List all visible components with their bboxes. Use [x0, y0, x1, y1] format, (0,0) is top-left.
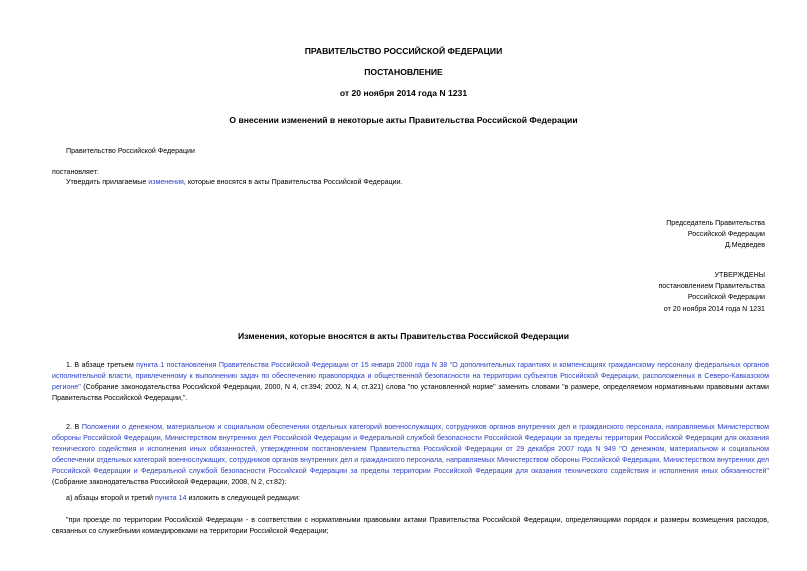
signature-name: Д.Медведев: [724, 241, 765, 250]
item-1-link[interactable]: пункта 1 постановления Правительства Российской Федерации от 15 января 2000 года N 38 "О дополнительных гарантиях и компенсациях гражданскому персоналу федеральных органов исполнительной власти, привлеченному к выполнению задач по обеспечению правопорядка и общественной безопасности на территории субъектов Российской Федерации, расположенных в Северо-Кавказском регионе": [52, 361, 769, 391]
government-heading: ПРАВИТЕЛЬСТВО РОССИЙСКОЙ ФЕДЕРАЦИИ: [304, 46, 503, 56]
signature-position: Председатель Правительства: [666, 219, 765, 227]
approved-block: [658, 270, 765, 315]
document-date-number: от 20 ноября 2014 года N 1231: [339, 88, 468, 98]
changes-title: Изменения, которые вносятся в акты Правительства Российской Федерации: [237, 331, 569, 341]
item-2-link[interactable]: Положении о денежном, материальном и социальном обеспечении отдельных категорий военнослужащих, сотрудников органов внутренних дел и гражданского персонала, направляемых Министерством обороны Российской Федерации, Министерством внутренних дел Российской Федерации и Федеральной службой безопасности Российской Федерации за пределы территории Российской Федерации для оказания технического содействия и исполнения иных обязанностей, утвержденном постановлением Правительства Российской Федерации от 29 декабря 2007 года N 949 "О денежном, материальном и социальном обеспечении отдельных категорий военнослужащих, сотрудников органов внутренних дел и гражданского персонала, направляемых Министерством обороны Российской Федерации, Министерством внутренних дел Российской Федерации и Федеральной службой безопасности Российской Федерации за пределы территории Российской Федерации для оказания технического содействия и исполнения иных обязанностей": [52, 423, 769, 475]
item-2-paragraph: [52, 422, 769, 487]
item-2a-suffix: изложить в следующей редакции:: [186, 494, 301, 502]
approve-suffix: , которые вносятся в акты Правительства Российской Федерации.: [183, 178, 403, 186]
item-14-link[interactable]: пункта 14: [155, 494, 187, 502]
item-1-paragraph: [52, 360, 769, 404]
changes-link[interactable]: изменения: [148, 178, 184, 186]
signature-country: Российской Федерации: [687, 230, 765, 239]
decides-line: постановляет:: [52, 168, 99, 176]
approve-line: [66, 177, 403, 188]
document-subject: О внесении изменений в некоторые акты Правительства Российской Федерации: [229, 115, 578, 125]
approved-label: УТВЕРЖДЕНЫ: [714, 271, 765, 279]
item-2a-paragraph: [52, 493, 769, 504]
approved-by: постановлением Правительства: [658, 282, 765, 291]
approve-prefix: Утвердить прилагаемые: [66, 178, 149, 186]
document-type: ПОСТАНОВЛЕНИЕ: [364, 67, 443, 77]
approved-date: от 20 ноября 2014 года N 1231: [663, 304, 765, 313]
quote-paragraph: [52, 515, 769, 537]
item-1-prefix: 1. В абзаце третьем: [66, 361, 137, 369]
quote-text: "при проезде по территории Российской Федерации - в соответствии с нормативными правовыми актами Правительства Российской Федерации, определяющими порядок и размеры возмещения расходов, связанных со служебными командировками на территории Российской Федерации;: [52, 516, 769, 535]
approved-country: Российской Федерации: [687, 293, 765, 302]
item-1-suffix: (Собрание законодательства Российской Федерации, 2000, N 4, ст.394; 2002, N 4, ст.321) слова "по установленной норме" заменить словами "в размере, определяемом нормативными правовыми актами Правительства Российской Федерации,".: [52, 382, 769, 402]
item-2a-prefix: а) абзацы второй и третий: [66, 494, 155, 502]
item-2-prefix: 2. В: [66, 423, 82, 431]
government-line: Правительство Российской Федерации: [66, 147, 195, 155]
item-2-suffix: (Собрание законодательства Российской Федерации, 2008, N 2, ст.82):: [52, 477, 287, 486]
signature-block: [666, 218, 765, 252]
